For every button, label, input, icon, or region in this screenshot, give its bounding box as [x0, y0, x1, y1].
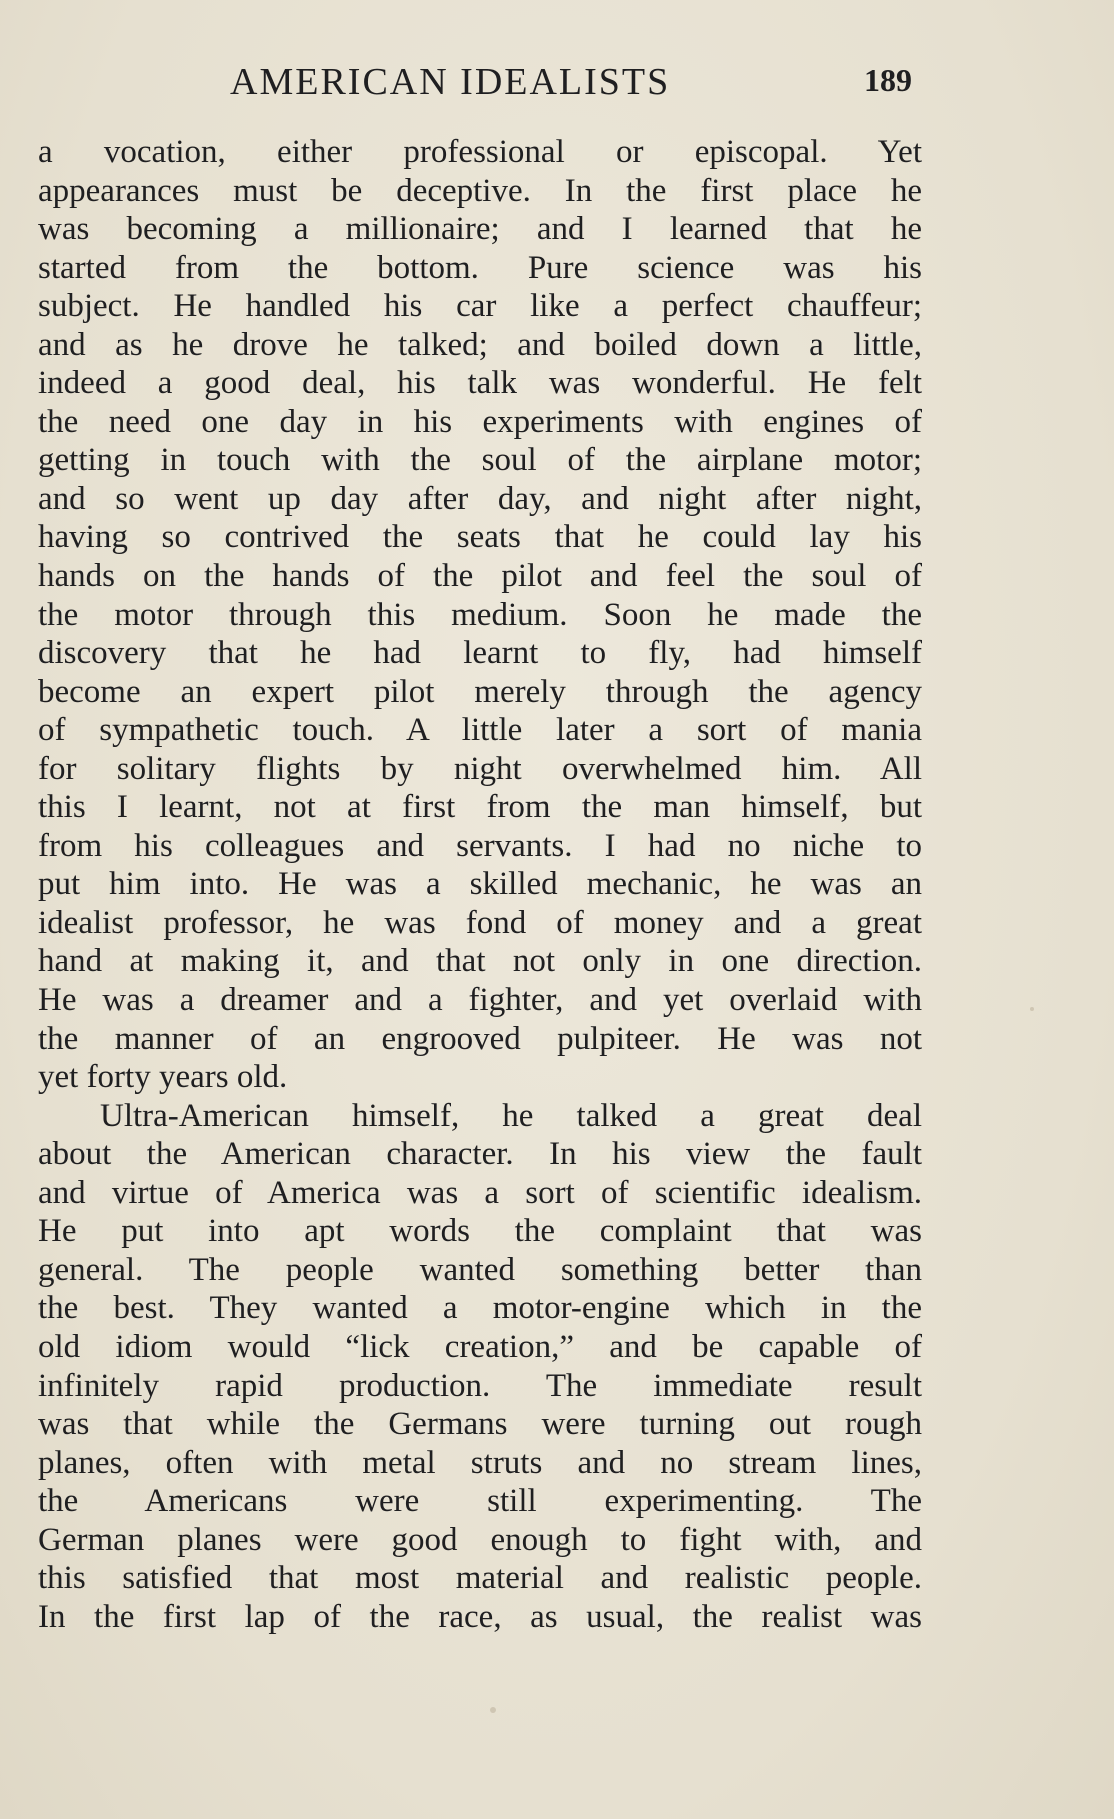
text-line: general. The people wanted something better than: [38, 1251, 922, 1288]
paragraph-1: [38, 133, 922, 1097]
text-line: this I learnt, not at first from the man himself, but: [38, 789, 922, 826]
text-line: and so went up day after day, and night after night,: [38, 480, 922, 517]
text-line: infinitely rapid production. The immediate result: [38, 1367, 922, 1404]
text-line: was becoming a millionaire; and I learned that he: [38, 211, 922, 248]
text-line: the need one day in his experiments with engines of: [38, 403, 922, 440]
text-line: Ultra-American himself, he talked a great deal: [100, 1097, 922, 1134]
text-line: of sympathetic touch. A little later a sort of mania: [38, 712, 922, 749]
page-number: 189: [864, 62, 912, 98]
text-line: German planes were good enough to fight with, and: [38, 1521, 922, 1558]
text-line: the manner of an engrooved pulpiteer. He was not: [38, 1020, 922, 1057]
text-line: from his colleagues and servants. I had no niche to: [38, 827, 922, 864]
text-line: and virtue of America was a sort of scientific idealism.: [38, 1174, 922, 1211]
paper-speck: [1030, 1007, 1034, 1011]
text-line: He put into apt words the complaint that was: [38, 1213, 922, 1250]
text-line: planes, often with metal struts and no stream lines,: [38, 1444, 922, 1481]
text-line: for solitary flights by night overwhelmed him. All: [38, 750, 922, 787]
text-line: put him into. He was a skilled mechanic, he was an: [38, 866, 922, 903]
text-line: indeed a good deal, his talk was wonderful. He felt: [38, 365, 922, 402]
text-line: become an expert pilot merely through the agency: [38, 673, 922, 710]
text-line: this satisfied that most material and realistic people.: [38, 1560, 922, 1597]
text-line: and as he drove he talked; and boiled down a little,: [38, 326, 922, 363]
text-line: discovery that he had learnt to fly, had himself: [38, 635, 922, 672]
text-line: In the first lap of the race, as usual, the realist was: [38, 1598, 922, 1635]
text-line: the Americans were still experimenting. The: [38, 1483, 922, 1520]
text-line: old idiom would “lick creation,” and be capable of: [38, 1328, 922, 1365]
page-header: [0, 60, 1114, 110]
text-line: hand at making it, and that not only in one direction.: [38, 943, 922, 980]
text-line: getting in touch with the soul of the airplane motor;: [38, 442, 922, 479]
text-line: the best. They wanted a motor-engine which in the: [38, 1290, 922, 1327]
text-line: yet forty years old.: [38, 1059, 288, 1096]
text-line: having so contrived the seats that he could lay his: [38, 519, 922, 556]
text-line: appearances must be deceptive. In the first place he: [38, 172, 922, 209]
text-line: the motor through this medium. Soon he made the: [38, 596, 922, 633]
text-line: was that while the Germans were turning out rough: [38, 1406, 922, 1443]
text-line: a vocation, either professional or episcopal. Yet: [38, 134, 922, 170]
text-line: He was a dreamer and a fighter, and yet overlaid with: [38, 982, 922, 1019]
running-title: AMERICAN IDEALISTS: [230, 61, 671, 103]
paragraph-2: [38, 1097, 922, 1637]
body-text: [38, 133, 922, 1636]
paper-speck: [490, 1707, 496, 1713]
text-line: about the American character. In his view the fault: [38, 1136, 922, 1173]
text-line: hands on the hands of the pilot and feel the soul of: [38, 558, 922, 595]
text-line: subject. He handled his car like a perfect chauffeur;: [38, 288, 922, 325]
text-line: idealist professor, he was fond of money and a great: [38, 904, 922, 941]
text-line: started from the bottom. Pure science was his: [38, 249, 922, 286]
